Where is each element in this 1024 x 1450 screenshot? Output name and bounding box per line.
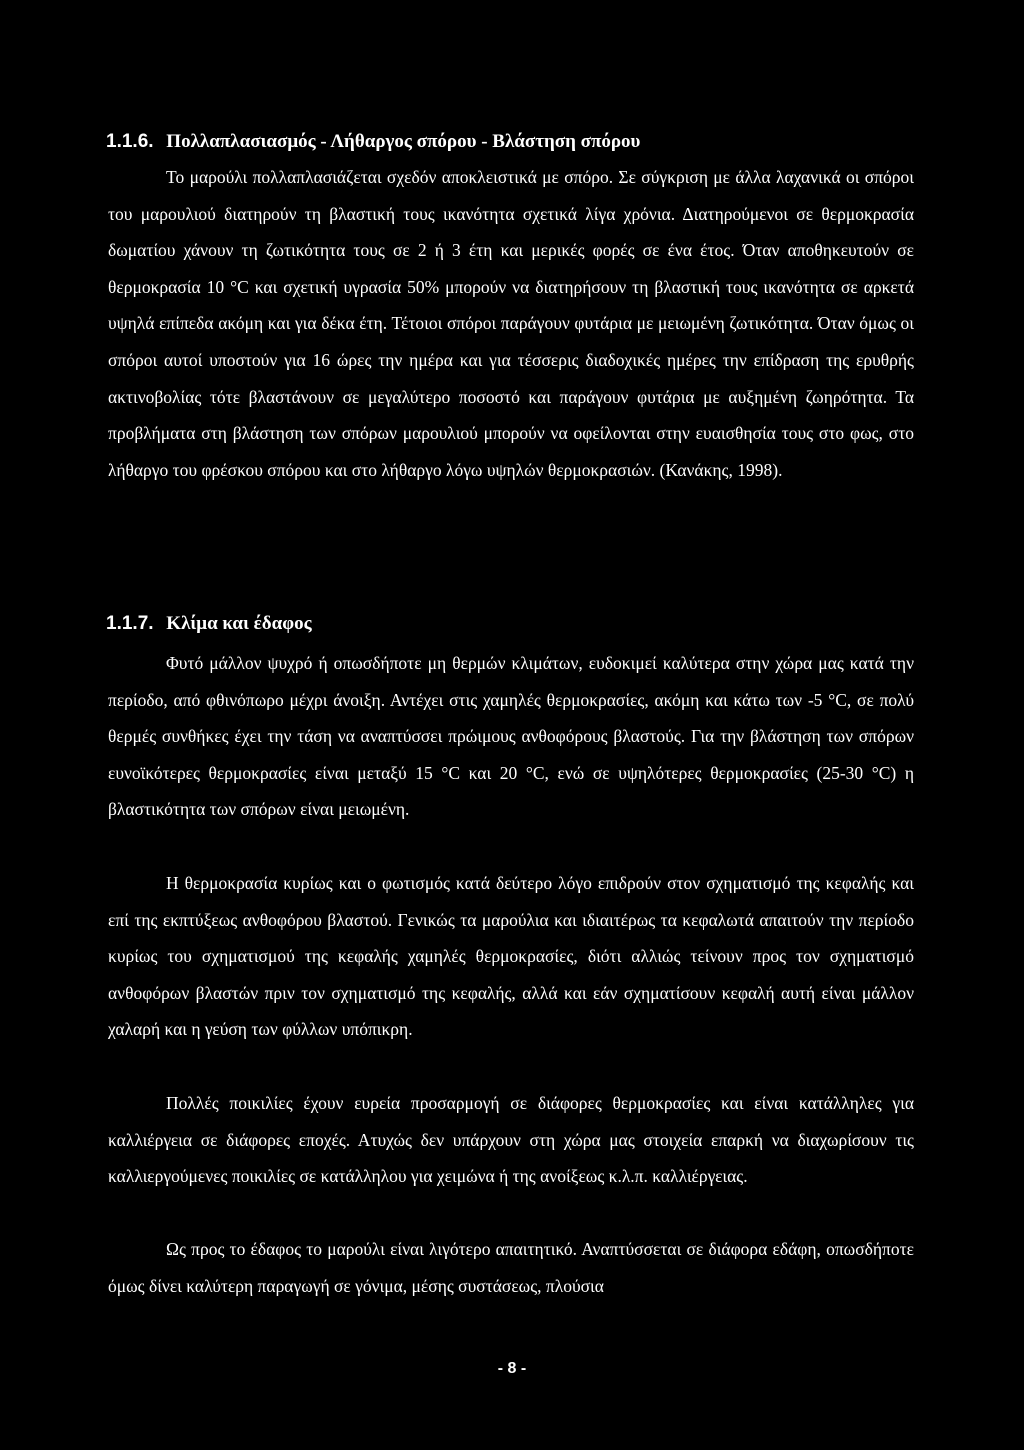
page-number: - 8 - [497,1360,527,1377]
section-title: Πολλαπλασιασμός - Λήθαργος σπόρου - Βλάστηση σπόρου [166,131,641,152]
paragraph-climate: Φυτό μάλλον ψυχρό ή οπωσδήποτε μη θερμών κλιμάτων, ευδοκιμεί καλύτερα στην χώρα μας κατά την περίοδο, από φθινόπωρο μέχρι άνοιξη. Αντέχει στις χαμηλές θερμοκρασίες, ακόμη και κάτω των -5 °C, σε πολύ θερμές συνθήκες έχει την τάση να αναπτύσσει πρώιμους ανθοφόρους βλαστούς. Για την βλάστηση των σπόρων ευνοϊκότερες θερμοκρασίες είναι μεταξύ 15 °C και 20 °C, ενώ σε υψηλότερες θερμοκρασίες (25-30 °C) η βλαστικότητα των σπόρων είναι μειωμένη. [108,653,914,820]
section-title: Κλίμα και έδαφος [166,613,312,634]
paragraph-head-formation: Η θερμοκρασία κυρίως και ο φωτισμός κατά δεύτερο λόγο επιδρούν στον σχηματισμό της κεφαλής και επί της εκπτύξεως ανθοφόρου βλαστού. Γενικώς τα μαρούλια και ιδιαιτέρως τα κεφαλωτά απαιτούν την περίοδο κυρίως του σχηματισμού της κεφαλής χαμηλές θερμοκρασίες, διότι αλλιώς τείνουν προς τον σχηματισμό ανθοφόρων βλαστών πριν τον σχηματισμό της κεφαλής, αλλά και εάν σχηματίσουν κεφαλή αυτή είναι μάλλον χαλαρή και η γεύση των φύλλων υπόπικρη. [108,873,914,1040]
section-heading-1-1-7 [106,612,312,636]
paragraph-soil: Ως προς το έδαφος το μαρούλι είναι λιγότερο απαιτητικό. Αναπτύσσεται σε διάφορα εδάφη, οπωσδήποτε όμως δίνει καλύτερη παραγωγή σε γόνιμα, μέσης συστάσεως, πλούσια [108,1239,914,1296]
section-number: 1.1.7. [106,613,154,634]
paragraph-seed-dormancy: Το μαρούλι πολλαπλασιάζεται σχεδόν αποκλειστικά με σπόρο. Σε σύγκριση με άλλα λαχανικά οι σπόροι του μαρουλιού διατηρούν τη βλαστική τους ικανότητα σχετικά λίγα χρόνια. Διατηρούμενοι σε θερμοκρασία δωματίου χάνουν τη ζωτικότητα τους σε 2 ή 3 έτη και μερικές φορές σε ένα έτος. Όταν αποθηκευτούν σε θερμοκρασία 10 °C και σχετική υγρασία 50% μπορούν να διατηρήσουν τη βλαστική τους ικανότητα σε αρκετά υψηλά επίπεδα ακόμη και για δέκα έτη. Τέτοιοι σπόροι παράγουν φυτάρια με μειωμένη ζωτικότητα. Όταν όμως οι σπόροι αυτοί υποστούν για 16 ώρες την ημέρα και για τέσσερις διαδοχικές ημέρες την επίδραση της ερυθρής ακτινοβολίας τότε βλαστάνουν σε μεγαλύτερο ποσοστό και παράγουν φυτάρια με αυξημένη ζωηρότητα. Τα προβλήματα στη βλάστηση των σπόρων μαρουλιού μπορούν να οφείλονται στην ευαισθησία τους στο φως, στο λήθαργο του φρέσκου σπόρου και στο λήθαργο λόγω υψηλών θερμοκρασιών. (Κανάκης, 1998). [108,167,914,480]
paragraph-varieties: Πολλές ποικιλίες έχουν ευρεία προσαρμογή σε διάφορες θερμοκρασίες και είναι κατάλληλες για καλλιέργεια σε διάφορες εποχές. Ατυχώς δεν υπάρχουν στη χώρα μας στοιχεία επαρκή να διαχωρίσουν τις καλλιεργούμενες ποικιλίες σε κατάλληλου για χειμώνα ή της ανοίξεως κ.λ.π. καλλιέργειας. [108,1093,914,1187]
section-number: 1.1.6. [106,131,154,152]
section-heading-1-1-6 [106,130,640,154]
